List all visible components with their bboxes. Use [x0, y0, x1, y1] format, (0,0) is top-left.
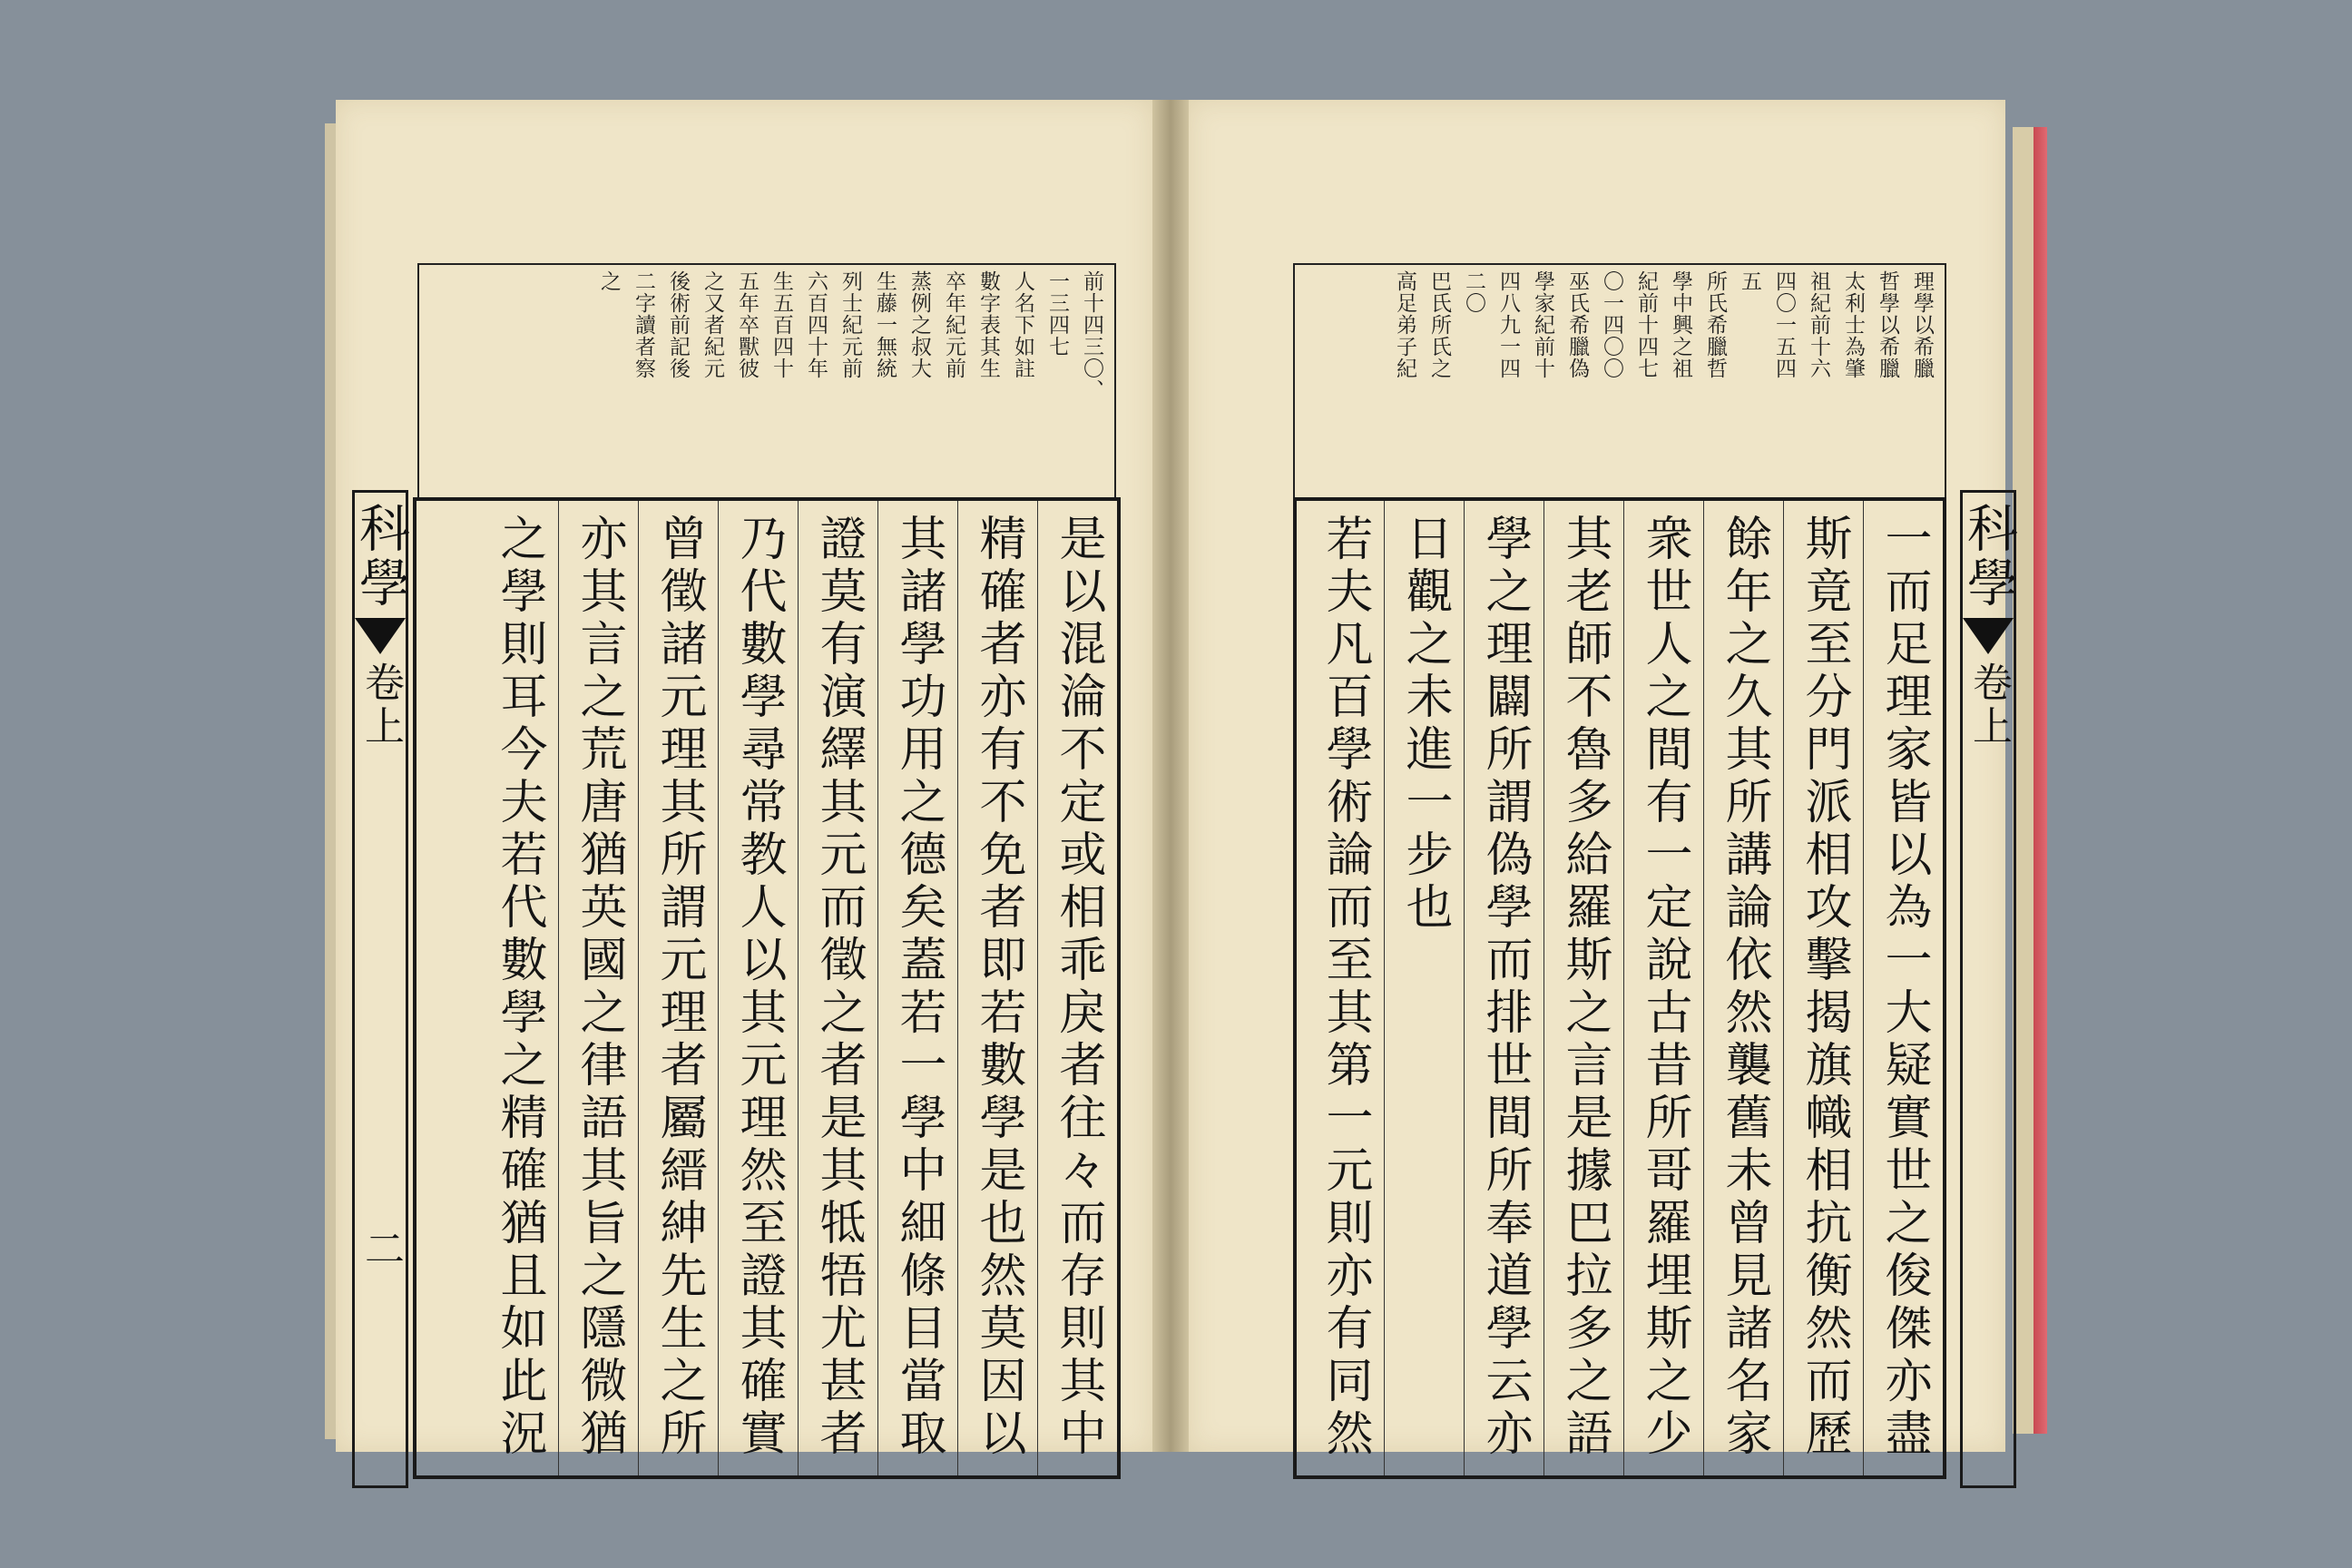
left-main-text: [413, 497, 1121, 1479]
note-line: 生五百四十: [769, 270, 793, 379]
page-stack-right: [2013, 127, 2047, 1434]
right-main-text: [1293, 497, 1946, 1479]
text-column: 曾徵諸元理其所謂元理者屬縉紳先生之所: [638, 501, 718, 1475]
text-column: 斯竟至分門派相攻擊揭旗幟相抗衡然而歷: [1783, 501, 1863, 1475]
text-column: 學之理闢所謂偽學而排世間所奉道學云亦: [1464, 501, 1544, 1475]
note-line: 二〇: [1462, 270, 1485, 314]
left-notes: [417, 263, 1116, 497]
hashira-volume: 卷上: [1965, 662, 2012, 749]
note-line: 學中興之祖: [1669, 270, 1692, 379]
left-hashira: [352, 490, 408, 1488]
text-column: 精確者亦有不免者即若數學是也然莫因以: [957, 501, 1037, 1475]
note-line: 四〇一五四: [1772, 270, 1796, 379]
note-line: 蒸例之叔大: [907, 270, 931, 379]
fish-tail-mark-icon: [355, 618, 406, 654]
note-line: 之: [597, 270, 621, 292]
text-column: 之學則耳今夫若代數學之精確猶且如此況: [492, 514, 546, 1461]
note-line: 之又者紀元: [701, 270, 724, 379]
note-line: 四八九一四: [1496, 270, 1520, 379]
book-gutter: [1152, 100, 1189, 1452]
page-number: 二: [358, 1228, 404, 1268]
text-column: 衆世人之間有一定說古昔所哥羅埋斯之少: [1623, 501, 1703, 1475]
right-hashira: [1960, 490, 2016, 1488]
note-line: 生藤一無統: [873, 270, 897, 379]
hashira-title: 科學: [1959, 502, 2018, 611]
text-column: 是以混淪不定或相乖戾者往々而存則其中: [1037, 501, 1117, 1475]
open-book: [336, 100, 2024, 1461]
text-column: 一而足理家皆以為一大疑實世之俊傑亦盡: [1863, 501, 1943, 1475]
note-line: 〇一四〇〇: [1600, 270, 1623, 379]
note-line: 列士紀元前: [838, 270, 862, 379]
text-column: 餘年之久其所講論依然襲舊未曾見諸名家: [1703, 501, 1783, 1475]
note-line: 所氏希臘哲: [1703, 270, 1727, 379]
note-line: 太利士為肇: [1841, 270, 1865, 379]
text-column: 證莫有演繹其元而徵之者是其牴牾尤甚者: [798, 501, 877, 1475]
note-line: 高足弟子紀: [1393, 270, 1416, 379]
hashira-volume: 卷上: [358, 662, 404, 749]
note-line: 前十四三〇、: [1080, 270, 1103, 401]
note-line: 巫氏希臘偽: [1565, 270, 1589, 379]
right-page: [1189, 100, 2018, 1461]
note-line: 哲學以希臘: [1876, 270, 1899, 379]
note-line: 二字讀者察: [632, 270, 655, 379]
text-column: 亦其言之荒唐猶英國之律語其旨之隱微猶: [558, 501, 638, 1475]
note-line: 理學以希臘: [1910, 270, 1934, 379]
text-column: 日觀之未進一步也: [1384, 501, 1464, 1475]
note-line: 數字表其生: [976, 270, 1000, 379]
text-column: 若夫凡百學術論而至其第一元則亦有同然: [1318, 514, 1372, 1461]
note-line: 巴氏所氏之: [1427, 270, 1451, 379]
note-line: 五: [1738, 270, 1761, 292]
text-column: 其諸學功用之德矣蓋若一學中細條目當取: [877, 501, 957, 1475]
right-notes: [1293, 263, 1946, 497]
note-line: 祖紀前十六: [1807, 270, 1830, 379]
note-line: 紀前十四七: [1634, 270, 1658, 379]
hashira-title: 科學: [351, 502, 410, 611]
text-column: 乃代數學尋常教人以其元理然至證其確實: [718, 501, 798, 1475]
note-line: 卒年紀元前: [942, 270, 965, 379]
note-line: 五年卒獸彼: [735, 270, 759, 379]
text-column: 其老師不魯多給羅斯之言是據巴拉多之語: [1544, 501, 1623, 1475]
note-line: 學家紀前十: [1531, 270, 1554, 379]
note-line: 後術前記後: [666, 270, 690, 379]
left-page: [336, 100, 1152, 1461]
note-line: 六百四十年: [804, 270, 828, 379]
note-line: 一三四七: [1045, 270, 1069, 358]
note-line: 人名下如註: [1011, 270, 1034, 379]
fish-tail-mark-icon: [1963, 618, 2014, 654]
